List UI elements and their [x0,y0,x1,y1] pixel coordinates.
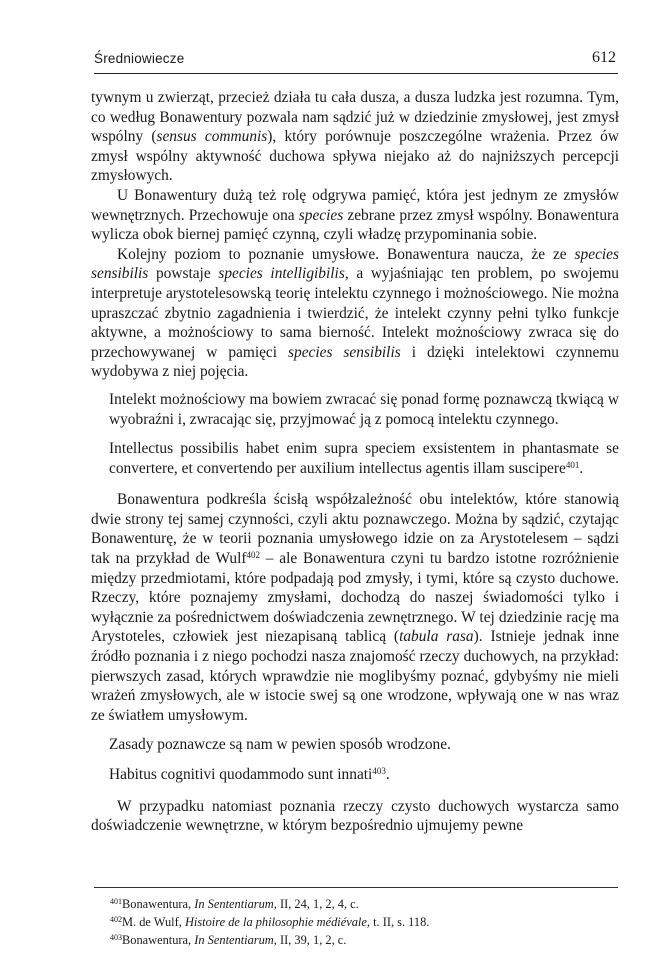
paragraph: W przypadku natomiast poznania rzeczy czysto duchowych wystarcza samo doświadczenie wewnętrzne, w którym bezpośrednio ujmujemy pewne [91,797,619,835]
footnote-ref[interactable]: 403 [372,766,386,776]
footnote: $^{401}$Bonawentura, In Sententiarum, II, 24, 1, 2, 4, c. [110,897,359,911]
running-header-title: Średniowiecze [94,51,185,66]
block-quote: Intelekt możnościowy ma bowiem zwracać się ponad formę poznawczą tkwiącą w wyobraźni i, zwracając się, przyjmować ją z pomocą intelektu czynnego. [109,390,619,428]
footnote: $^{403}$Bonawentura, In Sententiarum, II, 39, 1, 2, c. [110,933,347,947]
paragraph: tywnym u zwierząt, przecież działa tu cała dusza, a dusza ludzka jest rozumna. Tym, co według Bonawentury pozwala nam sądzić już w dziedzinie zmysłowej, jest zmysł wspólny (sensus communis), który porównuje poszczególne wrażenia. Przez ów zmysł wspólny aktywność duchowa spływa niejako aż do najniższych percepcji zmysłowych. [91,89,619,185]
running-header [94,51,618,74]
paragraph: U Bonawentury dużą też rolę odgrywa pamięć, która jest jednym ze zmysłów wewnętrznych. Przechowuje ona species zebrane przez zmysł wspólny. Bonawentura wylicza obok biernej pamięć czynną, czyli władzę przypominania sobie. [91,186,619,244]
footnote-ref[interactable]: 401 [565,459,580,470]
block-quote: Zasady poznawcze są nam w pewien sposób wrodzone. [109,736,451,754]
paragraph: Kolejny poziom to poznanie umysłowe. Bonawentura naucza, że ze species sensibilis powstaje species intelligibilis, a wyjaśniając ten problem, po swojemu interpretuje arystotelesowską teorię intelektu czynnego i możnościowego. Nie można upraszczać zbytnio zagadnienia i twierdzić, że intelekt czynny pełni tylko funkcje aktywne, a możnościowy to sama bierność. Intelekt możnościowy zwraca się do przechowywanej w pamięci species sensibilis i dzięki intelektowi czynnemu wydobywa z niej pojęcia. [91,245,619,381]
footnote-divider [94,887,618,888]
footnotes [110,895,610,949]
main-text [91,88,619,836]
page-number: 612 [592,49,616,66]
footnote-ref[interactable]: 402 [246,550,261,561]
footnote: $^{402}$M. de Wulf, Histoire de la philosophie médiévale, t. II, s. 118. [110,915,430,929]
block-quote-latin: Habitus cognitivi quodammodo sunt innati$^{403}$. [109,766,390,783]
paragraph: Bonawentura podkreśla ścisłą współzależność obu intelektów, które stanowią dwie strony tej samej czynności, czyli aktu poznawczego. Można by sądzić, czytając Bonawenturę, że w teorii poznania umysłowego idzie on za Arystotelesem – sądzi tak na przykład de Wulf$^{402}$ – ale Bonawentura czyni tu bardzo istotne rozróżnienie między przedmiotami, które podpadają pod zmysły, i tymi, które są czysto duchowe. Rzeczy, które poznajemy zmysłami, dochodzą do naszej świadomości tylko i wyłącznie za pośrednictwem doświadczenia zewnętrznego. W tej dziedzinie rację ma Arystoteles, człowiek jest niezapisaną tablicą (tabula rasa). Istnieje jednak inne źródło poznania i z niego pochodzi nasza znajomość rzeczy duchowych, na przykład: pierwszych zasad, których wprawdzie nie moglibyśmy poznać, gdybyśmy nie mieli wrażeń zmysłowych, ale w istocie swej są one wrodzone, wpływają one w nas wraz ze światłem umysłowym. [91,491,619,724]
block-quote-latin: Intellectus possibilis habet enim supra speciem exsistentem in phantasmate se convertere, et convertendo per auxilium intellectus agentis illam suscipere$^{401}$. [109,440,619,477]
